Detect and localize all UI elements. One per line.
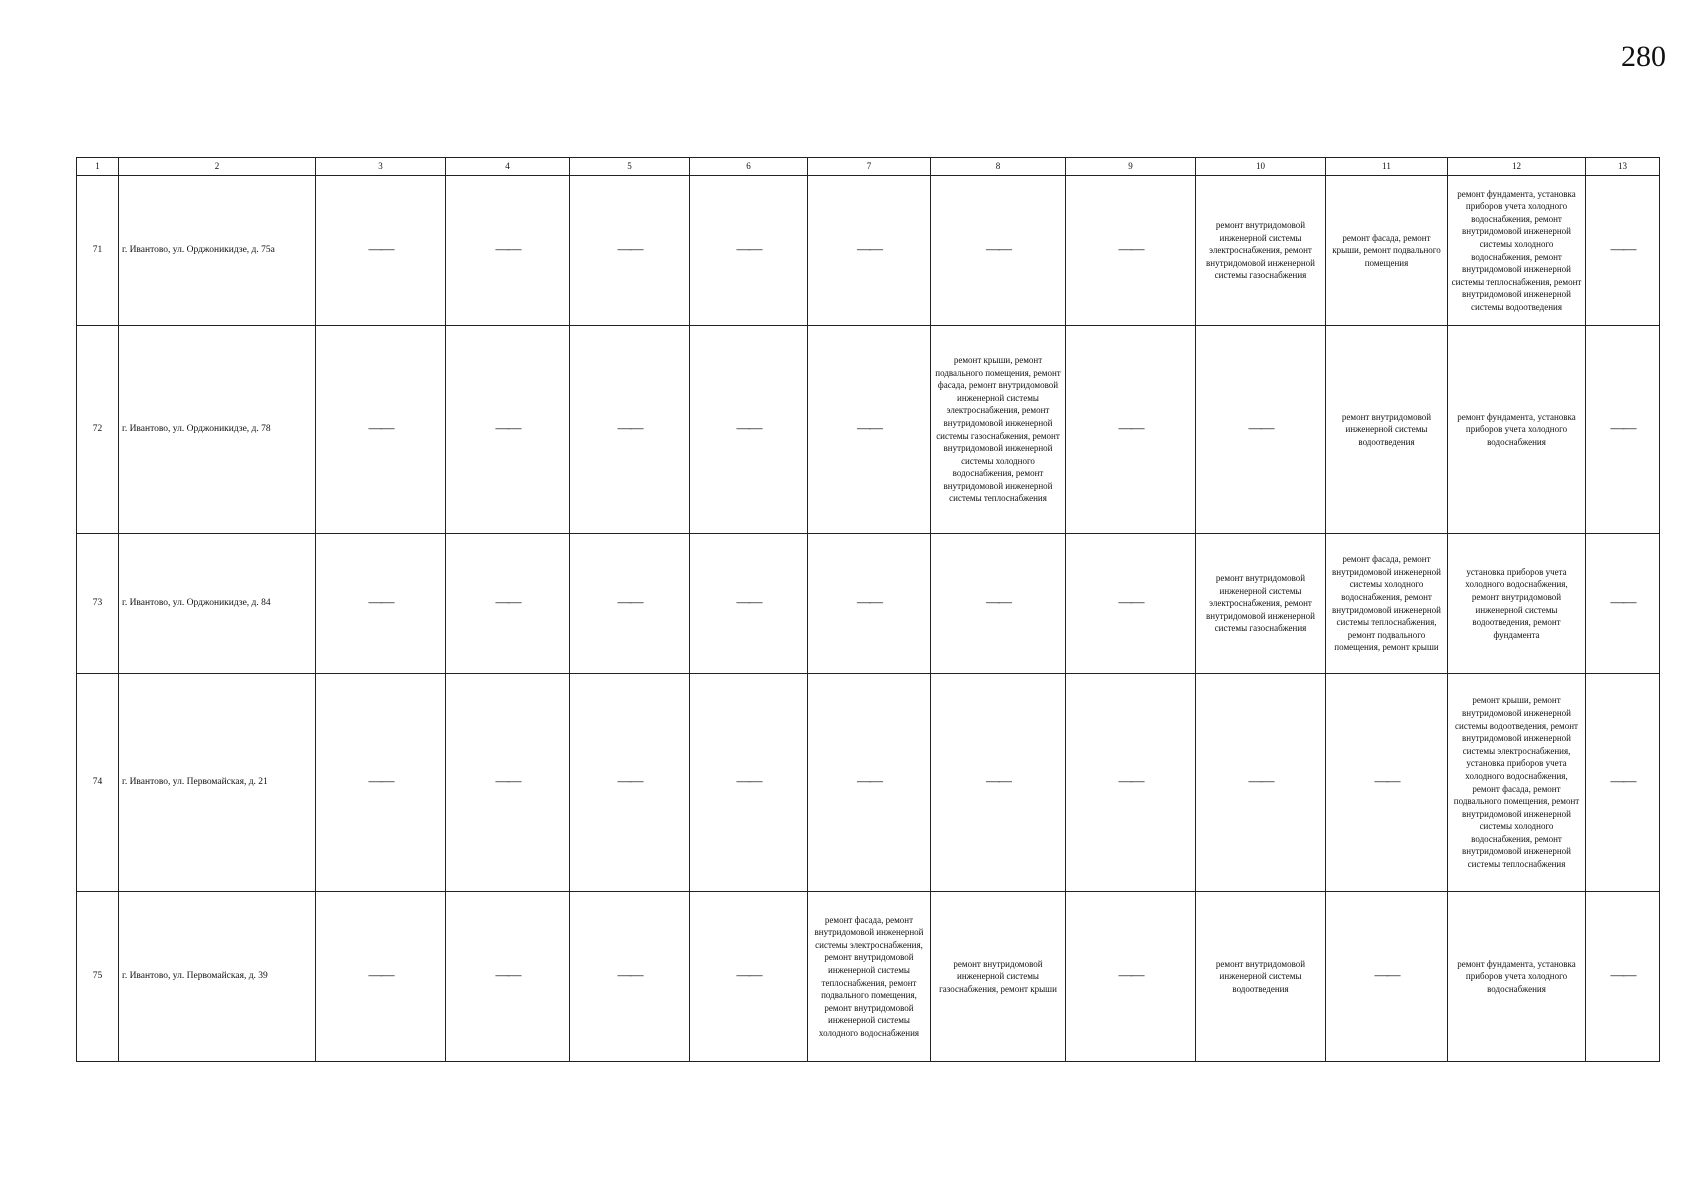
row-number: 73 (77, 534, 119, 674)
cell-work-description: ремонт фундамента, установка приборов учета холодного водоснабжения, ремонт внутридомовой инженерной системы холодного водоснабжения, ремонт внутридомовой инженерной системы теплоснабжения, ремонт внутридомовой инженерной системы водоотведения (1448, 176, 1586, 326)
cell-work-description: ремонт внутридомовой инженерной системы водоотведения (1196, 892, 1326, 1062)
row-address: г. Ивантово, ул. Первомайская, д. 21 (119, 674, 316, 892)
cell-dash: —— (690, 674, 808, 892)
cell-work-description: ремонт внутридомовой инженерной системы газоснабжения, ремонт крыши (931, 892, 1066, 1062)
cell-dash: —— (690, 892, 808, 1062)
cell-dash: —— (1066, 534, 1196, 674)
cell-dash: —— (1066, 176, 1196, 326)
cell-dash: —— (1586, 176, 1660, 326)
row-address: г. Ивантово, ул. Орджоникидзе, д. 75а (119, 176, 316, 326)
cell-dash: —— (446, 176, 570, 326)
cell-dash: —— (570, 892, 690, 1062)
header-cell: 3 (316, 158, 446, 176)
cell-work-description: ремонт фундамента, установка приборов учета холодного водоснабжения (1448, 326, 1586, 534)
table-row (77, 176, 1660, 326)
cell-dash: —— (690, 176, 808, 326)
cell-dash: —— (690, 534, 808, 674)
table-row (77, 674, 1660, 892)
cell-dash: —— (1196, 326, 1326, 534)
table-row (77, 892, 1660, 1062)
row-number: 72 (77, 326, 119, 534)
cell-dash: —— (1326, 674, 1448, 892)
cell-work-description: ремонт внутридомовой инженерной системы водоотведения (1326, 326, 1448, 534)
cell-work-description: ремонт крыши, ремонт подвального помещения, ремонт фасада, ремонт внутридомовой инженерной системы электроснабжения, ремонт внутридомовой инженерной системы газоснабжения, ремонт внутридомовой инженерной системы холодного водоснабжения, ремонт внутридомовой инженерной системы теплоснабжения (931, 326, 1066, 534)
cell-dash: —— (446, 534, 570, 674)
row-address: г. Ивантово, ул. Первомайская, д. 39 (119, 892, 316, 1062)
cell-dash: —— (1066, 674, 1196, 892)
table-row (77, 326, 1660, 534)
cell-dash: —— (316, 674, 446, 892)
cell-dash: —— (808, 176, 931, 326)
header-cell: 7 (808, 158, 931, 176)
cell-dash: —— (690, 326, 808, 534)
cell-dash: —— (570, 674, 690, 892)
cell-dash: —— (808, 326, 931, 534)
cell-work-description: ремонт фасада, ремонт крыши, ремонт подвального помещения (1326, 176, 1448, 326)
cell-dash: —— (570, 534, 690, 674)
cell-dash: —— (1066, 892, 1196, 1062)
cell-dash: —— (1586, 326, 1660, 534)
cell-dash: —— (1326, 892, 1448, 1062)
cell-dash: —— (931, 176, 1066, 326)
cell-dash: —— (316, 534, 446, 674)
cell-work-description: ремонт внутридомовой инженерной системы электроснабжения, ремонт внутридомовой инженерной системы газоснабжения (1196, 534, 1326, 674)
repair-schedule-table (76, 157, 1660, 1062)
cell-dash: —— (446, 892, 570, 1062)
header-cell: 2 (119, 158, 316, 176)
row-address: г. Ивантово, ул. Орджоникидзе, д. 84 (119, 534, 316, 674)
header-cell: 5 (570, 158, 690, 176)
cell-dash: —— (446, 674, 570, 892)
cell-dash: —— (808, 534, 931, 674)
header-cell: 8 (931, 158, 1066, 176)
cell-dash: —— (931, 534, 1066, 674)
header-cell: 12 (1448, 158, 1586, 176)
header-cell: 11 (1326, 158, 1448, 176)
header-cell: 10 (1196, 158, 1326, 176)
cell-dash: —— (316, 892, 446, 1062)
cell-dash: —— (570, 176, 690, 326)
header-cell: 1 (77, 158, 119, 176)
row-number: 71 (77, 176, 119, 326)
table-row (77, 534, 1660, 674)
cell-dash: —— (931, 674, 1066, 892)
cell-dash: —— (1586, 892, 1660, 1062)
cell-work-description: ремонт фундамента, установка приборов учета холодного водоснабжения (1448, 892, 1586, 1062)
cell-work-description: установка приборов учета холодного водоснабжения, ремонт внутридомовой инженерной системы водоотведения, ремонт фундамента (1448, 534, 1586, 674)
cell-dash: —— (446, 326, 570, 534)
cell-work-description: ремонт внутридомовой инженерной системы электроснабжения, ремонт внутридомовой инженерной системы газоснабжения (1196, 176, 1326, 326)
cell-dash: —— (316, 326, 446, 534)
cell-dash: —— (1196, 674, 1326, 892)
header-cell: 6 (690, 158, 808, 176)
cell-dash: —— (1586, 674, 1660, 892)
cell-dash: —— (316, 176, 446, 326)
header-cell: 9 (1066, 158, 1196, 176)
row-number: 75 (77, 892, 119, 1062)
header-cell: 13 (1586, 158, 1660, 176)
page-number: 280 (1621, 40, 1666, 73)
cell-work-description: ремонт фасада, ремонт внутридомовой инженерной системы электроснабжения, ремонт внутридомовой инженерной системы теплоснабжения, ремонт подвального помещения, ремонт внутридомовой инженерной системы холодного водоснабжения (808, 892, 931, 1062)
row-address: г. Ивантово, ул. Орджоникидзе, д. 78 (119, 326, 316, 534)
cell-dash: —— (1586, 534, 1660, 674)
cell-work-description: ремонт крыши, ремонт внутридомовой инженерной системы водоотведения, ремонт внутридомовой инженерной системы электроснабжения, установка приборов учета холодного водоснабжения, ремонт фасада, ремонт подвального помещения, ремонт внутридомовой инженерной системы холодного водоснабжения, ремонт внутридомовой инженерной системы теплоснабжения (1448, 674, 1586, 892)
cell-dash: —— (570, 326, 690, 534)
cell-dash: —— (808, 674, 931, 892)
row-number: 74 (77, 674, 119, 892)
header-row (77, 158, 1660, 176)
cell-dash: —— (1066, 326, 1196, 534)
header-cell: 4 (446, 158, 570, 176)
cell-work-description: ремонт фасада, ремонт внутридомовой инженерной системы холодного водоснабжения, ремонт внутридомовой инженерной системы теплоснабжения, ремонт подвального помещения, ремонт крыши (1326, 534, 1448, 674)
